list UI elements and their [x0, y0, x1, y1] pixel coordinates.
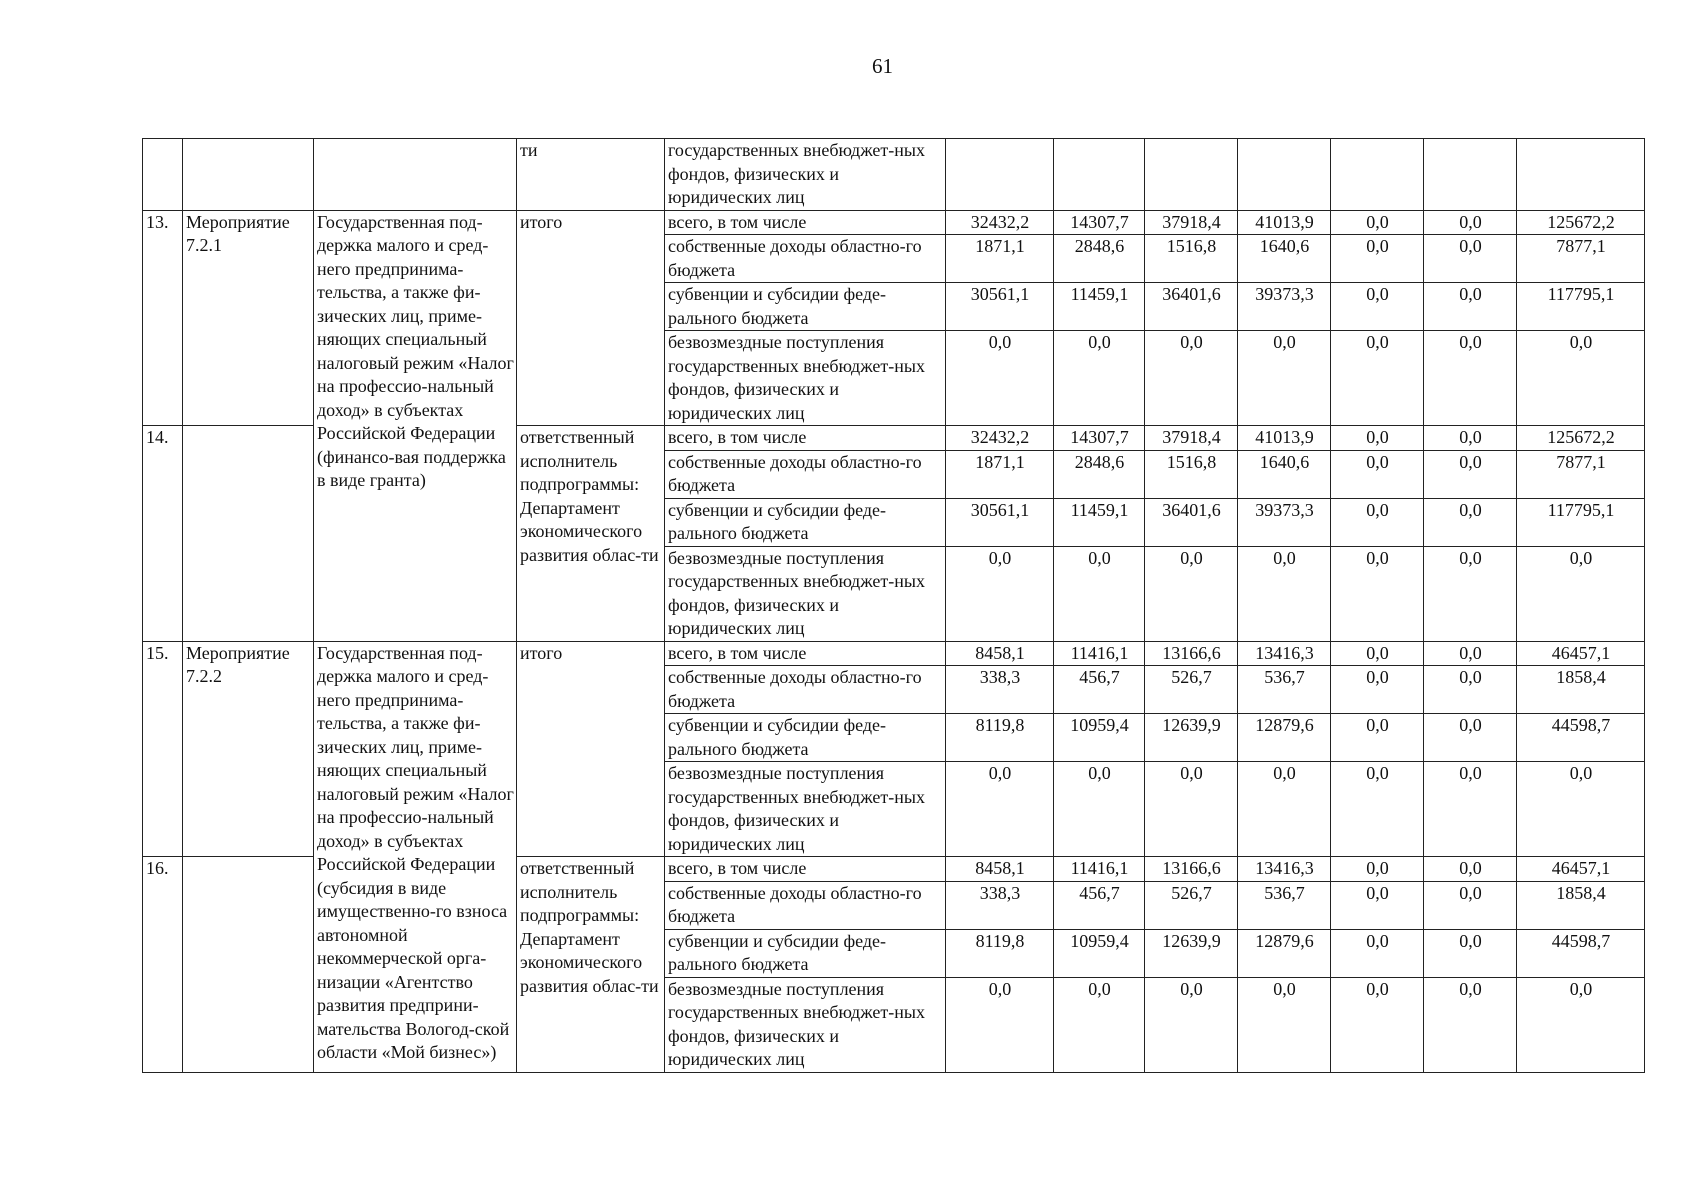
value-cell: 11416,1 — [1054, 857, 1145, 882]
value-cell: 11459,1 — [1054, 498, 1145, 546]
funding-source-cell: собственные доходы областно-го бюджета — [665, 666, 946, 714]
value-cell: 125672,2 — [1517, 210, 1645, 235]
value-cell: 0,0 — [1424, 641, 1517, 666]
value-cell: 0,0 — [1054, 977, 1145, 1072]
value-cell: 0,0 — [1145, 977, 1238, 1072]
value-cell: 0,0 — [1424, 331, 1517, 426]
value-cell: 13416,3 — [1238, 641, 1331, 666]
value-cell: 10959,4 — [1054, 714, 1145, 762]
budget-table — [142, 138, 1645, 1073]
event-cell — [183, 139, 314, 211]
value-cell: 36401,6 — [1145, 498, 1238, 546]
event-cell — [183, 857, 314, 1073]
table-row — [143, 210, 1645, 235]
event-cell — [183, 426, 314, 642]
value-cell — [1331, 139, 1424, 211]
value-cell: 0,0 — [1517, 546, 1645, 641]
value-cell: 12639,9 — [1145, 929, 1238, 977]
value-cell: 12639,9 — [1145, 714, 1238, 762]
value-cell: 0,0 — [1331, 210, 1424, 235]
value-cell: 30561,1 — [946, 283, 1054, 331]
value-cell: 0,0 — [1424, 498, 1517, 546]
value-cell — [1054, 139, 1145, 211]
value-cell: 0,0 — [946, 331, 1054, 426]
value-cell: 11459,1 — [1054, 283, 1145, 331]
value-cell: 0,0 — [1331, 450, 1424, 498]
value-cell: 10959,4 — [1054, 929, 1145, 977]
value-cell: 0,0 — [1424, 546, 1517, 641]
value-cell: 37918,4 — [1145, 210, 1238, 235]
value-cell: 14307,7 — [1054, 210, 1145, 235]
funding-source-cell: собственные доходы областно-го бюджета — [665, 881, 946, 929]
value-cell: 13166,6 — [1145, 857, 1238, 882]
value-cell: 1640,6 — [1238, 450, 1331, 498]
value-cell: 8119,8 — [946, 714, 1054, 762]
value-cell: 12879,6 — [1238, 714, 1331, 762]
value-cell: 30561,1 — [946, 498, 1054, 546]
funding-source-cell: субвенции и субсидии феде-рального бюджета — [665, 929, 946, 977]
description-cell: Государственная под-держка малого и сред-него предпринима-тельства, а также фи-зических лиц, приме-няющих специальный налоговый режим «Налог на профессио-нальный доход» в субъектах Российской Федерации (субсидия в виде имущественно-го взноса автономной некоммерческой орга-низации «Агентство развития предприни-мательства Вологод-ской области «Мой бизнес») — [314, 641, 517, 1072]
value-cell: 0,0 — [1238, 331, 1331, 426]
description-cell: Государственная под-держка малого и сред-него предпринима-тельства, а также фи-зических лиц, приме-няющих специальный налоговый режим «Налог на профессио-нальный доход» в субъектах Российской Федерации (финансо-вая поддержка в виде гранта) — [314, 210, 517, 641]
value-cell: 0,0 — [1331, 929, 1424, 977]
funding-source-cell: безвозмездные поступления государственных внебюджет-ных фондов, физических и юридических лиц — [665, 762, 946, 857]
value-cell: 125672,2 — [1517, 426, 1645, 451]
executor-cell: ответственный исполнитель подпрограммы: Департамент экономического развития облас-ти — [517, 426, 665, 642]
value-cell: 8458,1 — [946, 641, 1054, 666]
value-cell: 0,0 — [1424, 714, 1517, 762]
row-number-cell — [143, 139, 183, 211]
value-cell: 1516,8 — [1145, 235, 1238, 283]
executor-cell: итого — [517, 210, 665, 426]
value-cell: 0,0 — [1517, 762, 1645, 857]
value-cell: 0,0 — [946, 977, 1054, 1072]
value-cell: 39373,3 — [1238, 498, 1331, 546]
value-cell: 41013,9 — [1238, 426, 1331, 451]
executor-cell: ти — [517, 139, 665, 211]
value-cell: 41013,9 — [1238, 210, 1331, 235]
value-cell: 1516,8 — [1145, 450, 1238, 498]
value-cell: 44598,7 — [1517, 714, 1645, 762]
value-cell: 39373,3 — [1238, 283, 1331, 331]
value-cell: 0,0 — [1424, 450, 1517, 498]
value-cell: 7877,1 — [1517, 235, 1645, 283]
value-cell: 536,7 — [1238, 666, 1331, 714]
value-cell: 0,0 — [1331, 235, 1424, 283]
funding-source-cell: субвенции и субсидии феде-рального бюджета — [665, 714, 946, 762]
value-cell: 0,0 — [1054, 546, 1145, 641]
value-cell: 13166,6 — [1145, 641, 1238, 666]
executor-cell: итого — [517, 641, 665, 857]
table-row — [143, 139, 1645, 211]
value-cell: 0,0 — [1424, 210, 1517, 235]
value-cell: 0,0 — [946, 546, 1054, 641]
value-cell — [1238, 139, 1331, 211]
value-cell: 12879,6 — [1238, 929, 1331, 977]
value-cell: 8458,1 — [946, 857, 1054, 882]
event-cell: Мероприятие 7.2.2 — [183, 641, 314, 857]
row-number-cell: 16. — [143, 857, 183, 1073]
value-cell: 117795,1 — [1517, 498, 1645, 546]
value-cell: 0,0 — [1238, 977, 1331, 1072]
value-cell: 2848,6 — [1054, 235, 1145, 283]
value-cell: 0,0 — [1054, 331, 1145, 426]
value-cell: 0,0 — [1331, 857, 1424, 882]
value-cell: 0,0 — [1145, 331, 1238, 426]
value-cell: 0,0 — [1424, 426, 1517, 451]
funding-source-cell: всего, в том числе — [665, 426, 946, 451]
value-cell: 14307,7 — [1054, 426, 1145, 451]
value-cell: 0,0 — [1517, 977, 1645, 1072]
value-cell: 36401,6 — [1145, 283, 1238, 331]
value-cell: 0,0 — [1331, 977, 1424, 1072]
funding-source-cell: всего, в том числе — [665, 641, 946, 666]
value-cell: 32432,2 — [946, 426, 1054, 451]
row-number-cell: 15. — [143, 641, 183, 857]
value-cell — [946, 139, 1054, 211]
funding-source-cell: собственные доходы областно-го бюджета — [665, 450, 946, 498]
value-cell: 0,0 — [1331, 331, 1424, 426]
funding-source-cell: безвозмездные поступления государственных внебюджет-ных фондов, физических и юридических лиц — [665, 977, 946, 1072]
value-cell: 0,0 — [1145, 546, 1238, 641]
value-cell — [1517, 139, 1645, 211]
value-cell: 0,0 — [1424, 283, 1517, 331]
value-cell: 456,7 — [1054, 881, 1145, 929]
table-row — [143, 641, 1645, 666]
value-cell: 0,0 — [1054, 762, 1145, 857]
value-cell: 338,3 — [946, 666, 1054, 714]
value-cell: 526,7 — [1145, 881, 1238, 929]
value-cell: 0,0 — [1238, 762, 1331, 857]
value-cell: 0,0 — [1238, 546, 1331, 641]
value-cell: 117795,1 — [1517, 283, 1645, 331]
value-cell: 13416,3 — [1238, 857, 1331, 882]
funding-source-cell: безвозмездные поступления государственных внебюджет-ных фондов, физических и юридических лиц — [665, 546, 946, 641]
value-cell: 338,3 — [946, 881, 1054, 929]
value-cell: 46457,1 — [1517, 857, 1645, 882]
value-cell: 8119,8 — [946, 929, 1054, 977]
value-cell: 1858,4 — [1517, 881, 1645, 929]
value-cell: 536,7 — [1238, 881, 1331, 929]
row-number-cell: 14. — [143, 426, 183, 642]
value-cell: 456,7 — [1054, 666, 1145, 714]
description-cell — [314, 139, 517, 211]
value-cell: 1871,1 — [946, 235, 1054, 283]
value-cell: 2848,6 — [1054, 450, 1145, 498]
value-cell: 0,0 — [1424, 929, 1517, 977]
row-number-cell: 13. — [143, 210, 183, 426]
funding-source-cell: субвенции и субсидии феде-рального бюджета — [665, 498, 946, 546]
value-cell: 1640,6 — [1238, 235, 1331, 283]
value-cell: 11416,1 — [1054, 641, 1145, 666]
funding-source-cell: безвозмездные поступления государственных внебюджет-ных фондов, физических и юридических лиц — [665, 331, 946, 426]
value-cell: 32432,2 — [946, 210, 1054, 235]
funding-source-cell: субвенции и субсидии феде-рального бюджета — [665, 283, 946, 331]
value-cell: 0,0 — [1331, 641, 1424, 666]
value-cell: 0,0 — [1331, 546, 1424, 641]
value-cell: 0,0 — [1424, 762, 1517, 857]
value-cell: 46457,1 — [1517, 641, 1645, 666]
value-cell: 0,0 — [1331, 714, 1424, 762]
event-cell: Мероприятие 7.2.1 — [183, 210, 314, 426]
value-cell: 7877,1 — [1517, 450, 1645, 498]
value-cell: 0,0 — [1331, 283, 1424, 331]
value-cell — [1145, 139, 1238, 211]
page-number: 61 — [872, 54, 893, 78]
funding-source-cell: собственные доходы областно-го бюджета — [665, 235, 946, 283]
value-cell: 0,0 — [1331, 881, 1424, 929]
value-cell: 1858,4 — [1517, 666, 1645, 714]
value-cell: 0,0 — [1331, 762, 1424, 857]
value-cell: 44598,7 — [1517, 929, 1645, 977]
table-body — [143, 139, 1645, 1073]
value-cell: 0,0 — [1424, 977, 1517, 1072]
funding-source-cell: государственных внебюджет-ных фондов, физических и юридических лиц — [665, 139, 946, 211]
value-cell: 0,0 — [1331, 498, 1424, 546]
funding-source-cell: всего, в том числе — [665, 857, 946, 882]
value-cell: 1871,1 — [946, 450, 1054, 498]
value-cell: 0,0 — [1331, 666, 1424, 714]
executor-cell: ответственный исполнитель подпрограммы: Департамент экономического развития облас-ти — [517, 857, 665, 1073]
value-cell: 0,0 — [1424, 857, 1517, 882]
value-cell: 0,0 — [1517, 331, 1645, 426]
value-cell: 0,0 — [1424, 235, 1517, 283]
value-cell: 37918,4 — [1145, 426, 1238, 451]
value-cell: 526,7 — [1145, 666, 1238, 714]
value-cell: 0,0 — [1331, 426, 1424, 451]
value-cell: 0,0 — [1424, 666, 1517, 714]
value-cell: 0,0 — [1145, 762, 1238, 857]
value-cell — [1424, 139, 1517, 211]
value-cell: 0,0 — [946, 762, 1054, 857]
value-cell: 0,0 — [1424, 881, 1517, 929]
funding-source-cell: всего, в том числе — [665, 210, 946, 235]
